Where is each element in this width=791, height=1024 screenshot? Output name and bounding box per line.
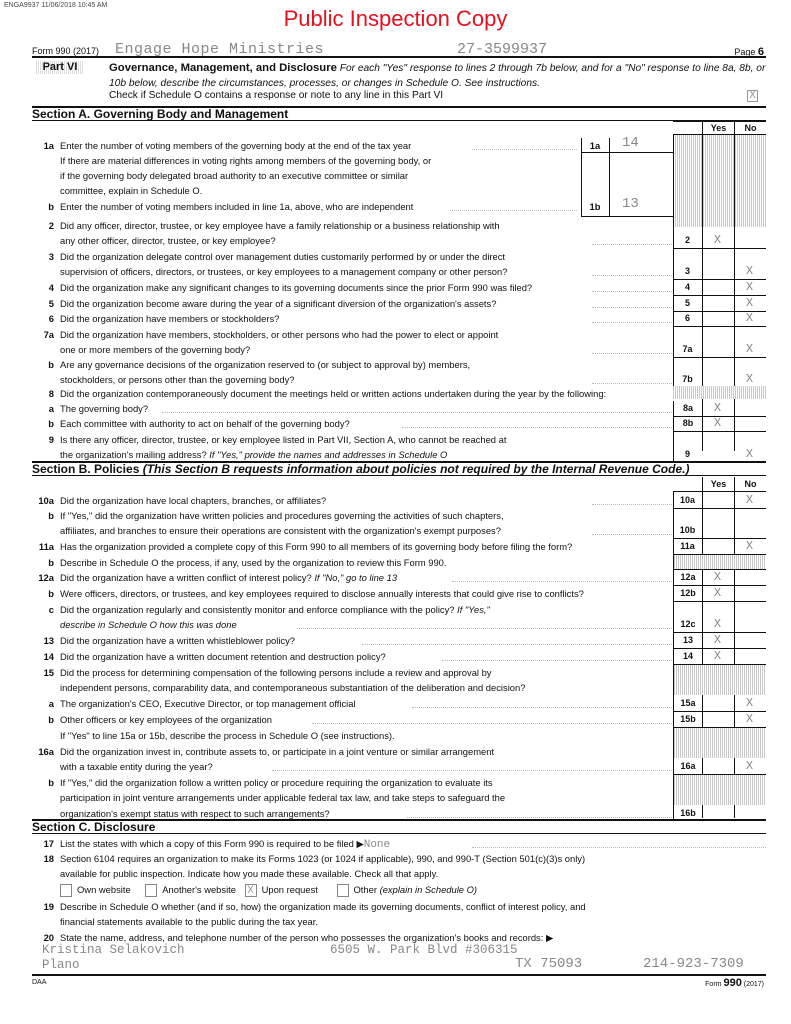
line-8a: a The governing body? [32, 401, 766, 416]
no-column-header: No [734, 477, 766, 492]
line-16b: b If "Yes," did the organization follow a written policy or procedure requiring the organization to evaluate its [48, 777, 493, 788]
books-contact-address[interactable]: 6505 W. Park Blvd #306315 [330, 943, 518, 957]
ein: 27-3599937 [457, 41, 548, 58]
answer-no-7b[interactable]: X [745, 372, 754, 386]
line-5: 5 Did the organization become aware during the year of a significant diversion of the organization's assets? [32, 296, 766, 311]
line-8: 8 Did the organization contemporaneously document the meetings held or written actions undertaken during the year by the following: [48, 388, 607, 399]
section-b-heading: Section B. Policies (This Section B requests information about policies not required by the Internal Revenue Code.) [32, 461, 766, 476]
box-label-16b: 16b [673, 806, 702, 821]
answer-yes-2[interactable]: X [713, 233, 722, 247]
answer-no-16a[interactable]: X [745, 759, 754, 773]
line-1a-cont: if the governing body delegated broad authority to an executive committee or similar [60, 170, 409, 181]
answer-yes-8a[interactable]: X [713, 401, 722, 415]
box-label-1a: 1a [589, 140, 601, 151]
line-20: 20 State the name, address, and telephone number of the person who possesses the organization's books and records: ▶ [43, 932, 554, 943]
answer-yes-12c[interactable]: X [713, 617, 722, 631]
box-label-13: 13 [673, 633, 702, 648]
form-label: Form 990 (2017) [32, 46, 100, 56]
voting-members-value[interactable]: 14 [622, 135, 639, 151]
box-label-8b: 8b [673, 416, 702, 431]
line-12a: 12a Did the organization have a written conflict of interest policy? If "No," go to line 13 [32, 570, 766, 585]
line-8b: b Each committee with authority to act on behalf of the governing body? [32, 416, 766, 431]
line-10a: 10a Did the organization have local chapters, branches, or affiliates? [32, 493, 766, 508]
line-19-cont: financial statements available to the public during the tax year. [60, 916, 318, 927]
another-website-option[interactable]: Another's website [145, 884, 236, 895]
line-4: 4 Did the organization make any significant changes to its governing documents since the prior Form 990 was filed? [32, 280, 766, 295]
box-label-8a: 8a [673, 401, 702, 416]
answer-no-15a[interactable]: X [745, 696, 754, 710]
yes-column-header: Yes [702, 477, 734, 492]
line-2-cont: any other officer, director, trustee, or key employee? [32, 233, 766, 248]
page-number: Page 6 [734, 46, 764, 58]
box-label-1b: 1b [589, 201, 601, 212]
part-badge: Part VI [36, 61, 84, 74]
box-label-11a: 11a [680, 541, 695, 551]
upon-request-checkbox[interactable]: X [245, 884, 257, 897]
line-7b-cont: stockholders, or persons other than the governing body? [32, 372, 766, 387]
line-18-cont: available for public inspection. Indicate how you made these available. Check all that apply. [60, 868, 439, 879]
other-option[interactable]: Other (explain in Schedule O) [337, 884, 478, 895]
answer-no-4[interactable]: X [745, 280, 754, 294]
part-description: Governance, Management, and Disclosure For each "Yes" response to lines 2 through 7b below, and for a "No" response to line 8a, 8b, or 10b below, describe the circumstances, processes, or changes in Schedule O. See instructions. [109, 62, 766, 89]
line-1b: b Enter the number of voting members included in line 1a, above, who are independent 1b 13 [48, 196, 639, 212]
line-13: 13 Did the organization have a written whistleblower policy? [32, 633, 766, 648]
answer-yes-12b[interactable]: X [713, 586, 722, 600]
line-2: 2 Did any officer, director, trustee, or key employee have a family relationship or a business relationship with [48, 220, 500, 231]
answer-no-3[interactable]: X [745, 264, 754, 278]
box-label-5: 5 [684, 298, 690, 308]
line-12c: c Did the organization regularly and consistently monitor and enforce compliance with the policy? If "Yes," [48, 604, 490, 615]
line-10b-cont: affiliates, and branches to ensure their operations are consistent with the organization's exempt purposes? [32, 523, 766, 538]
line-17: 17 List the states with which a copy of this Form 990 is required to be filed ▶None [32, 836, 766, 851]
line-14: 14 Did the organization have a written document retention and destruction policy? [32, 649, 766, 664]
form-header [32, 41, 766, 58]
answer-no-5[interactable]: X [745, 296, 754, 310]
line-12b: b Were officers, directors, or trustees, and key employees required to disclose annually interests that could give rise to conflicts? [48, 588, 584, 599]
section-c-heading: Section C. Disclosure [32, 819, 766, 834]
yes-column-header: Yes [702, 121, 734, 136]
box-label-4: 4 [684, 282, 690, 292]
box-label-7b: 7b [682, 374, 693, 384]
states-filed-value[interactable]: None [363, 839, 391, 851]
line-7b: b Are any governance decisions of the organization reserved to (or subject to approval by) members, [48, 359, 471, 370]
answer-yes-14[interactable]: X [713, 649, 722, 663]
part-vi-header [32, 60, 766, 106]
line-7a-cont: one or more members of the governing body? [32, 342, 766, 357]
upon-request-option[interactable]: X Upon request [245, 884, 318, 895]
books-contact-state-zip[interactable]: TX 75093 [515, 956, 583, 972]
line-18-options [32, 882, 766, 897]
box-label-2: 2 [684, 235, 690, 245]
line-16b-cont: participation in joint venture arrangements under applicable federal tax law, and take steps to safeguard the [60, 792, 506, 803]
answer-yes-13[interactable]: X [713, 633, 722, 647]
books-contact-phone[interactable]: 214-923-7309 [643, 956, 744, 972]
box-label-9: 9 [684, 449, 690, 459]
answer-yes-8b[interactable]: X [713, 416, 722, 430]
public-inspection-title: Public Inspection Copy [283, 6, 508, 31]
line-9: 9 Is there any officer, director, trustee, or key employee listed in Part VII, Section A, who cannot be reached at [48, 434, 507, 445]
line-11a: 11a Has the organization provided a complete copy of this Form 990 to all members of its governing body before filing the form? [38, 541, 573, 552]
box-label-10b: 10b [679, 525, 696, 535]
another-website-checkbox[interactable] [145, 884, 157, 897]
footer-form-id: Form 990 (2017) [705, 977, 764, 989]
form-footer [32, 974, 766, 988]
section-a-heading: Section A. Governing Body and Management [32, 106, 766, 121]
line-1a: 1a Enter the number of voting members of the governing body at the end of the tax year 1a 14 [43, 135, 639, 151]
schedule-o-check-label: Check if Schedule O contains a response or note to any line in this Part VI [109, 90, 444, 101]
independent-members-value[interactable]: 13 [622, 196, 639, 212]
answer-no-6[interactable]: X [745, 311, 754, 325]
box-label-16a: 16a [673, 759, 702, 774]
line-15-note: If "Yes" to line 15a or 15b, describe the process in Schedule O (see instructions). [60, 730, 395, 741]
schedule-o-checkbox[interactable]: X [747, 90, 758, 102]
own-website-checkbox[interactable] [60, 884, 72, 897]
filing-stamp: ENGA9937 11/06/2018 10:45 AM [4, 2, 108, 9]
line-15: 15 Did the process for determining compensation of the following persons include a review and approval by [43, 667, 492, 678]
line-16a-cont: with a taxable entity during the year? [32, 759, 766, 774]
line-9-cont: the organization's mailing address? If "Yes," provide the names and addresses in Schedule O [60, 449, 448, 460]
arrow-right-icon: ▶ [545, 932, 554, 943]
line-19: 19 Describe in Schedule O whether (and if so, how) the organization made its governing documents, conflict of interest policy, and [43, 901, 586, 912]
answer-no-11a[interactable]: X [745, 539, 754, 553]
line-1a-cont: committee, explain in Schedule O. [60, 185, 203, 196]
box-label-12b: 12b [673, 586, 702, 601]
line-10b: b If "Yes," did the organization have written policies and procedures governing the activities of such chapters, [48, 510, 504, 521]
books-contact-name[interactable]: Kristina Selakovich [42, 943, 185, 957]
line-15b: b Other officers or key employees of the organization [32, 712, 766, 727]
box-label-14: 14 [673, 649, 702, 664]
line-3-cont: supervision of officers, directors, or trustees, or key employees to a management company or other person? [32, 264, 766, 279]
answer-no-10a[interactable]: X [745, 493, 754, 507]
box-label-6: 6 [684, 313, 690, 323]
answer-yes-12a[interactable]: X [713, 570, 722, 584]
box-label-15b: 15b [673, 712, 702, 727]
box-label-12a: 12a [673, 570, 702, 585]
own-website-option[interactable]: Own website [60, 884, 131, 895]
answer-no-7a[interactable]: X [745, 342, 754, 356]
part-title: Governance, Management, and Disclosure [109, 62, 337, 74]
box-label-7a: 7a [682, 344, 693, 354]
no-column-header: No [734, 121, 766, 136]
box-label-3: 3 [684, 266, 690, 276]
line-1a-cont: If there are material differences in voting rights among members of the governing body, or [60, 155, 432, 166]
answer-no-9[interactable]: X [745, 447, 754, 461]
line-15a: a The organization's CEO, Executive Director, or top management official [32, 696, 766, 711]
line-12c-cont: describe in Schedule O how this was done [32, 617, 766, 632]
books-contact-city[interactable]: Plano [42, 958, 80, 972]
box-label-12c: 12c [673, 617, 702, 632]
line-6: 6 Did the organization have members or stockholders? [32, 311, 766, 326]
other-checkbox[interactable] [337, 884, 349, 897]
line-16b-cont: organization's exempt status with respect to such arrangements? [32, 806, 766, 821]
line-3: 3 Did the organization delegate control over management duties customarily performed by or under the direct [48, 251, 506, 262]
footer-daa: DAA [32, 979, 47, 986]
box-label-15a: 15a [673, 696, 702, 711]
arrow-right-icon: ▶ [356, 838, 364, 849]
box-label-10a: 10a [679, 495, 696, 505]
line-16a: 16a Did the organization invest in, contribute assets to, or participate in a joint venture or similar arrangement [38, 746, 495, 757]
line-18: 18 Section 6104 requires an organization to make its Forms 1023 (or 1024 if applicable), 990, and 990-T (Section 501(c)(3)s only) [43, 853, 586, 864]
line-11b: b Describe in Schedule O the process, if any, used by the organization to review this Form 990. [48, 557, 447, 568]
line-7a: 7a Did the organization have members, stockholders, or other persons who had the power to elect or appoint [43, 329, 499, 340]
organization-name: Engage Hope Ministries [115, 41, 325, 58]
answer-no-15b[interactable]: X [745, 712, 754, 726]
line-15-cont: independent persons, comparability data, and contemporaneous substantiation of the deliberation and decision? [60, 682, 526, 693]
